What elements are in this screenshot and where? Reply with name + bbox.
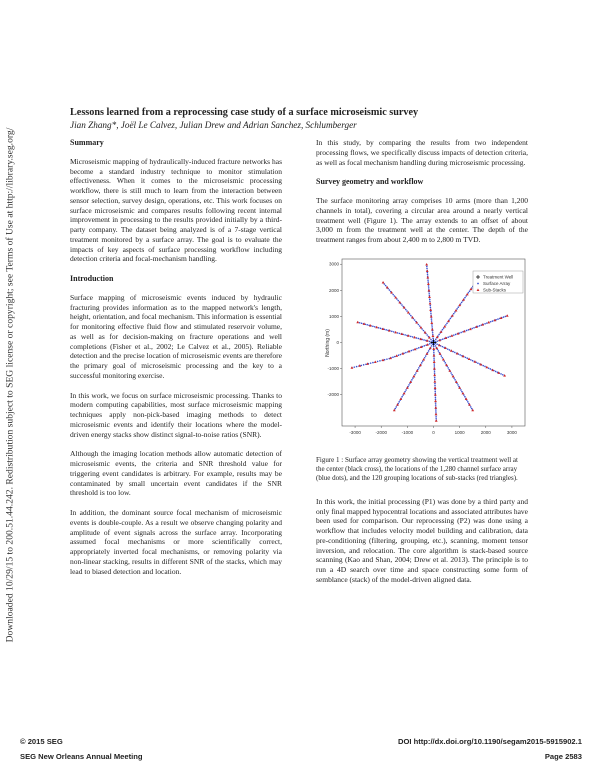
- surface-array-point: [372, 325, 374, 327]
- meeting-name: SEG New Orleans Annual Meeting: [20, 752, 143, 761]
- surface-array-point: [428, 293, 430, 295]
- surface-array-point: [435, 338, 437, 340]
- surface-array-point: [438, 350, 440, 352]
- surface-array-point: [435, 410, 437, 412]
- intro-paragraph-4: In addition, the dominant source focal mechanism of microseismic events is double-couple. As a result we observe changing polarity and amplitude of event signals across the surface array. Incorporating assumed focal mechanisms or more scientifically correct, appropriately inverted focal mechanisms, or removing polarity via non-linear stacking, results in different SNR of the stacks, which may lead to biased detection and location.: [70, 508, 282, 576]
- sub-stack-marker: [433, 354, 436, 357]
- surface-array-point: [434, 340, 436, 342]
- surface-array-point: [461, 301, 463, 303]
- surface-array-point: [460, 331, 462, 333]
- surface-array-point: [434, 384, 436, 386]
- surface-array-point: [430, 338, 432, 340]
- x-tick-label: 3000: [506, 429, 517, 435]
- surface-array-point: [404, 391, 406, 393]
- legend-label: Sub-Stacks: [483, 287, 507, 293]
- surface-array-point: [402, 394, 404, 396]
- doi-link[interactable]: DOI http://dx.doi.org/10.1190/segam2015-5915902.1: [397, 737, 582, 746]
- surface-array-point: [399, 332, 401, 334]
- sub-stack-marker: [394, 331, 397, 334]
- surface-array-point: [426, 265, 428, 267]
- surface-array-point: [397, 332, 399, 334]
- surface-array-point: [471, 327, 473, 329]
- surface-array-point: [459, 354, 461, 356]
- surface-array-point: [401, 304, 403, 306]
- surface-array-point: [361, 322, 363, 324]
- surface-array-point: [443, 327, 445, 329]
- surface-array-point: [384, 359, 386, 361]
- sub-stack-marker: [426, 269, 429, 272]
- surface-array-point: [431, 318, 433, 320]
- surface-array-point: [411, 379, 413, 381]
- surface-array-point: [410, 335, 412, 337]
- surface-array-point: [484, 323, 486, 325]
- sub-stack-marker: [374, 360, 377, 363]
- array-geometry-chart: [316, 255, 529, 450]
- sub-stack-marker: [433, 380, 436, 383]
- surface-array-point: [453, 377, 455, 379]
- surface-array-point: [427, 279, 429, 281]
- surface-array-point: [429, 299, 431, 301]
- surface-array-point: [454, 311, 456, 313]
- surface-array-point: [492, 320, 494, 322]
- surface-array-point: [408, 384, 410, 386]
- surface-array-point: [434, 390, 436, 392]
- sub-stack-marker: [432, 334, 435, 337]
- surface-array-point: [418, 337, 420, 339]
- summary-heading: Summary: [70, 138, 104, 147]
- surface-array-point: [473, 327, 475, 329]
- array-arm: [425, 263, 434, 341]
- surface-array-point: [467, 401, 469, 403]
- sub-stack-marker: [432, 347, 435, 350]
- sub-stack-marker: [425, 263, 428, 266]
- surface-array-point: [435, 416, 437, 418]
- surface-array-point: [428, 287, 430, 289]
- surface-array-point: [405, 351, 407, 353]
- surface-array-point: [414, 319, 416, 321]
- surface-array-point: [428, 285, 430, 287]
- x-tick-label: -1000: [401, 429, 414, 435]
- sub-stack-marker: [435, 419, 438, 422]
- surface-array-point: [433, 357, 435, 359]
- surface-array-point: [469, 290, 471, 292]
- surface-array-point: [503, 316, 505, 318]
- legend-symbol-array: [477, 282, 479, 284]
- surface-array-point: [395, 406, 397, 408]
- sub-stack-marker: [351, 366, 354, 369]
- surface-array-point: [398, 401, 400, 403]
- surface-array-point: [486, 322, 488, 324]
- y-tick-label: 1000: [328, 313, 339, 319]
- surface-array-point: [472, 360, 474, 362]
- introduction-heading: Introduction: [70, 274, 114, 283]
- surface-array-point: [433, 351, 435, 353]
- surface-array-point: [392, 293, 394, 295]
- legend-label: Treatment Well: [483, 274, 514, 280]
- surface-array-point: [389, 289, 391, 291]
- surface-array-point: [418, 367, 420, 369]
- surface-array-point: [435, 345, 437, 347]
- surface-array-point: [446, 322, 448, 324]
- surface-array-point: [423, 339, 425, 341]
- y-tick-label: 0: [336, 339, 339, 345]
- intro-paragraph-1: Surface mapping of microseismic events induced by hydraulic fracturing provides information as to the mapped network's length, height, orientation, and focal mechanism. This information is essential for monitoring effective fluid flow and stimulated reservoir volume, as well as for decision-making on fracture operations and well completions (Fisher et al., 2002; Le Calvez et al., 2005). Reliable detection and the precise location of microseismic events are therefore the primary goal of microseismic processing and the key to a successful monitoring exercise.: [70, 292, 282, 380]
- surface-array-point: [430, 312, 432, 314]
- surface-array-point: [449, 349, 451, 351]
- y-tick-label: 2000: [328, 287, 339, 293]
- sub-stack-marker: [431, 328, 434, 331]
- sub-stack-marker: [433, 367, 436, 370]
- surface-array-point: [434, 383, 436, 385]
- surface-array-point: [490, 368, 492, 370]
- surface-array-point: [442, 357, 444, 359]
- y-tick-label: -2000: [327, 391, 339, 397]
- sub-stack-marker: [434, 393, 437, 396]
- surface-array-point: [405, 308, 407, 310]
- surface-array-point: [444, 362, 446, 364]
- surface-array-point: [442, 338, 444, 340]
- surface-array-point: [432, 332, 434, 334]
- paper-authors: Jian Zhang*, Joël Le Calvez, Julian Drew and Adrian Sanchez, Schlumberger: [70, 120, 357, 130]
- surface-array-point: [495, 370, 497, 372]
- x-tick-label: -3000: [349, 429, 361, 435]
- survey-paragraph: The surface monitoring array comprises 10 arms (more than 1,200 channels in total), covering a circular area around a nearly vertical treatment well (Figure 1). The array extends to an offset of about 3,000 m from the treatment well at the center. The depth of the treatment ranges from about 2,400 m to 2,800 m TVD.: [316, 196, 528, 244]
- surface-array-point: [431, 320, 433, 322]
- surface-array-point: [392, 356, 394, 358]
- surface-array-point: [461, 391, 463, 393]
- surface-array-point: [443, 360, 445, 362]
- surface-array-point: [374, 326, 376, 328]
- surface-array-point: [441, 355, 443, 357]
- sub-stack-marker: [485, 366, 488, 369]
- surface-array-point: [415, 372, 417, 374]
- surface-array-point: [359, 322, 361, 324]
- surface-array-point: [418, 323, 420, 325]
- surface-array-point: [370, 362, 372, 364]
- surface-array-point: [426, 267, 428, 269]
- array-arm: [432, 343, 437, 421]
- copyright: © 2015 SEG: [20, 737, 63, 746]
- sub-stack-marker: [429, 308, 432, 311]
- surface-array-point: [454, 351, 456, 353]
- surface-array-point: [433, 359, 435, 361]
- array-arm: [393, 343, 433, 411]
- x-tick-label: -2000: [375, 429, 387, 435]
- surface-array-point: [405, 389, 407, 391]
- sub-stack-marker: [430, 321, 433, 324]
- footer-line-2: [20, 752, 582, 761]
- surface-array-point: [353, 366, 355, 368]
- sub-stack-marker: [356, 320, 359, 323]
- surface-array-point: [401, 396, 403, 398]
- surface-array-point: [394, 295, 396, 297]
- surface-array-point: [438, 333, 440, 335]
- sub-stack-marker: [433, 373, 436, 376]
- surface-array-point: [447, 348, 449, 350]
- summary-paragraph: Microseismic mapping of hydraulically-induced fracture networks has become a standard industry technique to monitor stimulation effectiveness. When it comes to the microseismic processing workflow, there is still much to learn from the interaction between sensor selection, survey design, operations, etc. This work focuses on surface microseismic and compares results following recent internal improvement in processing to the results provided initially by a third-party company. The dataset being analyzed is of a 7-stage vertical treatment monitored by a surface array. The goal is to evaluate the impacts of key aspects of surface processing workflow including detection criteria and focal-mechanism handling.: [70, 156, 282, 264]
- array-arm: [356, 320, 432, 342]
- surface-array-point: [434, 371, 436, 373]
- surface-array-point: [412, 336, 414, 338]
- surface-array-point: [484, 365, 486, 367]
- surface-array-point: [386, 358, 388, 360]
- surface-array-point: [479, 325, 481, 327]
- surface-array-point: [453, 334, 455, 336]
- array-arm: [434, 342, 506, 376]
- surface-array-point: [435, 396, 437, 398]
- processing-paragraph: In this work, the initial processing (P1) was done by a third party and only final mapped hypocentral locations and associated attributes have been used for comparison. Our reprocessing (P2) was done using a workflow that includes velocity model building and calibration, data pre-conditioning (filtering, grouping, etc.), scanning, moment tensor inversion, and relocation. The core algorithm is stack-based source scanning (Kao and Shan, 2004; Drew et al. 2013). The principle is to run a 4D search over time and space constructing some form of semblance (stack) of the model-driven aligned data.: [316, 496, 529, 584]
- footer-line-1: [20, 737, 582, 746]
- surface-array-point: [429, 301, 431, 303]
- sub-stack-marker: [427, 282, 430, 285]
- surface-array-point: [457, 384, 459, 386]
- x-tick-label: 2000: [480, 429, 491, 435]
- sub-stack-marker: [395, 354, 398, 357]
- surface-array-point: [411, 349, 413, 351]
- surface-array-point: [426, 334, 428, 336]
- surface-array-point: [450, 372, 452, 374]
- surface-array-point: [378, 327, 380, 329]
- sub-stack-marker: [435, 412, 438, 415]
- sub-stack-marker: [468, 357, 471, 360]
- surface-array-point: [431, 345, 433, 347]
- surface-array-point: [450, 317, 452, 319]
- surface-array-point: [468, 292, 470, 294]
- sub-stack-marker: [434, 399, 437, 402]
- surface-array-point: [435, 404, 437, 406]
- y-axis-label: Northing (m): [325, 328, 331, 357]
- surface-array-point: [434, 377, 436, 379]
- sub-stack-marker: [487, 321, 490, 324]
- surface-array-point: [379, 360, 381, 362]
- surface-array-point: [465, 356, 467, 358]
- sub-stack-marker: [506, 314, 509, 317]
- sub-stack-marker: [434, 406, 437, 409]
- x-tick-label: 0: [432, 429, 435, 435]
- sub-stack-marker: [429, 302, 432, 305]
- surface-array-point: [477, 362, 479, 364]
- sub-stack-marker: [375, 326, 378, 329]
- surface-array-point: [432, 338, 434, 340]
- surface-array-point: [435, 402, 437, 404]
- surface-array-point: [451, 374, 453, 376]
- surface-array-point: [400, 353, 402, 355]
- left-column: [70, 138, 282, 586]
- surface-array-point: [447, 336, 449, 338]
- surface-array-point: [398, 354, 400, 356]
- surface-array-point: [363, 364, 365, 366]
- surface-array-point: [464, 297, 466, 299]
- surface-array-point: [427, 281, 429, 283]
- surface-array-point: [442, 346, 444, 348]
- surface-array-point: [412, 349, 414, 351]
- surface-array-point: [468, 329, 470, 331]
- surface-array-point: [412, 377, 414, 379]
- surface-array-point: [406, 310, 408, 312]
- sub-stack-marker: [433, 360, 436, 363]
- figure-1: [316, 255, 529, 450]
- surface-array-point: [404, 334, 406, 336]
- surface-array-point: [422, 360, 424, 362]
- surface-array-point: [391, 330, 393, 332]
- surface-array-point: [482, 365, 484, 367]
- surface-array-point: [460, 389, 462, 391]
- surface-array-point: [454, 379, 456, 381]
- surface-array-point: [447, 367, 449, 369]
- sub-stack-marker: [451, 334, 454, 337]
- sub-stack-marker: [382, 281, 385, 284]
- surface-array-point: [427, 273, 429, 275]
- surface-array-point: [434, 379, 436, 381]
- surface-array-point: [435, 418, 437, 420]
- sub-stack-marker: [414, 347, 417, 350]
- surface-array-point: [464, 396, 466, 398]
- surface-array-point: [470, 406, 472, 408]
- legend-label: Surface Array: [483, 280, 511, 286]
- surface-array-point: [431, 326, 433, 328]
- surface-array-point: [416, 337, 418, 339]
- surface-array-point: [377, 360, 379, 362]
- surface-array-point: [445, 324, 447, 326]
- surface-array-point: [431, 324, 433, 326]
- sub-stack-marker: [426, 276, 429, 279]
- array-arm: [434, 343, 474, 411]
- array-arm: [382, 281, 433, 342]
- paper-title: Lessons learned from a reprocessing case study of a surface microseismic survey: [70, 107, 419, 118]
- surface-array-point: [466, 329, 468, 331]
- surface-array-point: [428, 350, 430, 352]
- surface-array-point: [435, 398, 437, 400]
- surface-array-point: [360, 364, 362, 366]
- surface-array-point: [433, 363, 435, 365]
- surface-array-point: [429, 343, 431, 345]
- surface-array-point: [463, 394, 465, 396]
- surface-array-point: [502, 374, 504, 376]
- surface-array-point: [410, 314, 412, 316]
- array-arm: [435, 314, 509, 342]
- surface-array-point: [465, 295, 467, 297]
- surface-array-point: [429, 304, 431, 306]
- surface-array-point: [433, 345, 435, 347]
- surface-array-point: [429, 340, 431, 342]
- surface-array-point: [385, 329, 387, 331]
- surface-array-point: [394, 356, 396, 358]
- sub-stack-marker: [434, 386, 437, 389]
- surface-array-point: [423, 329, 425, 331]
- sub-stack-marker: [503, 374, 506, 377]
- surface-array-point: [500, 373, 502, 375]
- surface-array-point: [366, 324, 368, 326]
- surface-array-point: [456, 308, 458, 310]
- download-notice-text: Downloaded 10/29/15 to 200.51.44.242. Redistribution subject to SEG license or copyright; see Terms of Use at http://library.seg.org/: [4, 127, 16, 643]
- sub-stack-marker: [428, 295, 431, 298]
- surface-array-point: [471, 408, 473, 410]
- surface-array-point: [430, 306, 432, 308]
- surface-array-point: [466, 357, 468, 359]
- surface-array-point: [416, 347, 418, 349]
- surface-array-point: [419, 325, 421, 327]
- surface-array-point: [436, 340, 438, 342]
- intro-paragraph-3: Although the imaging location methods allow automatic detection of microseismic events, the criteria and SNR threshold value for triggering event candidates is arbitrary. For example, results may be contaminated by small uncertain event candidates if the SNR threshold is too low.: [70, 449, 282, 498]
- surface-array-point: [453, 313, 455, 315]
- x-tick-label: 1000: [454, 429, 465, 435]
- surface-array-point: [425, 355, 427, 357]
- surface-array-point: [394, 408, 396, 410]
- sub-stack-marker: [450, 349, 453, 352]
- surface-array-point: [457, 306, 459, 308]
- page-number: Page 2583: [544, 752, 582, 761]
- download-notice: [3, 125, 18, 645]
- sub-stack-marker: [469, 327, 472, 330]
- surface-array-point: [372, 362, 374, 364]
- intro-paragraph-2: In this work, we focus on surface microseismic processing. Thanks to modern computing capabilities, most surface microseismic mapping techniques apply non-pick-based imaging methods to detect microseismic events and identify their locations where the model-driven energy stacks show distinct signal-to-noise ratios (SNR).: [70, 390, 282, 439]
- surface-array-point: [505, 315, 507, 317]
- sub-stack-marker: [413, 336, 416, 339]
- right-column: [316, 138, 528, 595]
- surface-array-point: [455, 333, 457, 335]
- surface-array-point: [436, 343, 438, 345]
- sub-stack-marker: [430, 315, 433, 318]
- surface-array-point: [423, 345, 425, 347]
- surface-array-point: [356, 366, 358, 368]
- surface-array-point: [421, 362, 423, 364]
- surface-array-point: [490, 321, 492, 323]
- y-tick-label: -1000: [327, 365, 339, 371]
- figure-caption: Figure 1 : Surface array geometry showing the vertical treatment well at the center (black cross), the locations of the 1,280 channel surface array (blue dots), and the 120 grouping locations of sub-stacks (red triangles).: [316, 455, 518, 482]
- sub-stack-marker: [428, 289, 431, 292]
- surface-array-point: [397, 299, 399, 301]
- surface-array-point: [424, 357, 426, 359]
- surface-array-point: [418, 347, 420, 349]
- surface-array-point: [449, 335, 451, 337]
- surface-array-point: [434, 365, 436, 367]
- surface-array-point: [414, 374, 416, 376]
- survey-heading: Survey geometry and workflow: [316, 177, 424, 187]
- y-tick-label: 3000: [328, 261, 339, 267]
- surface-array-point: [393, 331, 395, 333]
- surface-array-point: [497, 318, 499, 320]
- surface-array-point: [380, 327, 382, 329]
- surface-array-point: [442, 329, 444, 331]
- study-paragraph: In this study, by comparing the results from two independent processing flows, we specifically discuss impacts of detection criteria, as well as focal mechanism handling during microseismic processing.: [316, 138, 528, 167]
- surface-array-point: [385, 284, 387, 286]
